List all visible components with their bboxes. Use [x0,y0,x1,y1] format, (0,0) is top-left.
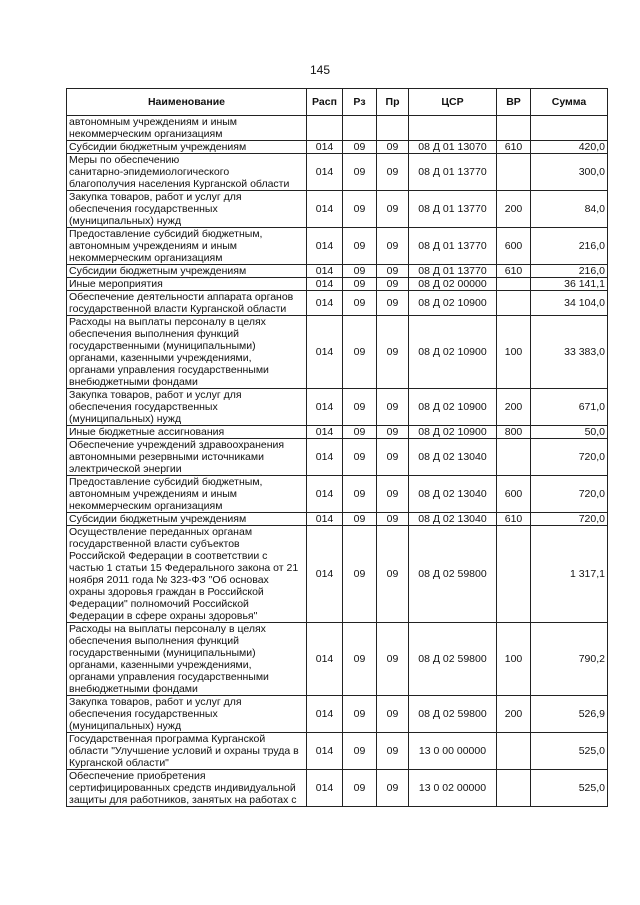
cell-name-line: внебюджетными фондами [69,683,198,695]
cell-name [67,278,307,291]
cell-sum: 36 141,1 [531,278,608,291]
cell-rz [343,116,377,141]
cell-vr: 200 [497,389,531,426]
cell-name-line: Иные бюджетные ассигнования [69,426,225,438]
cell-sum: 216,0 [531,265,608,278]
cell-csr: 08 Д 02 10900 [409,389,497,426]
cell-pr: 09 [377,291,409,316]
table-row [67,733,608,770]
cell-csr: 08 Д 02 10900 [409,291,497,316]
cell-name-line: защиты для работников, занятых на работах с [69,794,297,806]
table-row [67,191,608,228]
cell-pr: 09 [377,316,409,389]
column-header-pr: Пр [377,89,409,116]
cell-pr: 09 [377,141,409,154]
cell-rasp: 014 [307,476,343,513]
cell-csr [409,116,497,141]
table-row [67,278,608,291]
cell-csr: 08 Д 02 10900 [409,316,497,389]
cell-vr [497,770,531,807]
cell-name-line: органами управления государственными [69,364,269,376]
cell-rz: 09 [343,191,377,228]
cell-pr: 09 [377,476,409,513]
cell-name-line: Федерации" полномочий Российской [69,598,249,610]
cell-name [67,476,307,513]
cell-csr: 08 Д 01 13770 [409,228,497,265]
cell-name [67,141,307,154]
cell-name [67,526,307,623]
cell-vr: 100 [497,316,531,389]
cell-vr: 610 [497,513,531,526]
cell-name-line: Государственная программа Курганской [69,733,266,745]
cell-sum: 790,2 [531,623,608,696]
cell-csr: 08 Д 02 00000 [409,278,497,291]
cell-name-line: сертифицированных средств индивидуальной [69,782,296,794]
column-header-sum: Сумма [531,89,608,116]
table-row [67,141,608,154]
cell-sum: 84,0 [531,191,608,228]
cell-name-line: Субсидии бюджетным учреждениям [69,513,247,525]
cell-sum: 720,0 [531,439,608,476]
cell-rasp: 014 [307,526,343,623]
cell-csr: 08 Д 01 13770 [409,191,497,228]
cell-name-line: некоммерческим организациям [69,252,223,264]
cell-name-line: частью 1 статьи 15 Федерального закона от 21 [69,562,299,574]
cell-name [67,265,307,278]
table-row [67,476,608,513]
cell-sum [531,116,608,141]
table-row [67,228,608,265]
cell-name [67,426,307,439]
cell-pr: 09 [377,696,409,733]
cell-csr: 08 Д 02 59800 [409,526,497,623]
cell-sum: 526,9 [531,696,608,733]
cell-name-line: государственной власти Курганской области [69,303,287,315]
cell-name [67,291,307,316]
cell-name-line: органами, казенными учреждениями, [69,352,252,364]
cell-rz: 09 [343,770,377,807]
cell-name-line: благополучия населения Курганской области [69,178,290,190]
cell-pr: 09 [377,278,409,291]
cell-rz: 09 [343,426,377,439]
cell-rz: 09 [343,696,377,733]
cell-pr [377,116,409,141]
cell-pr: 09 [377,733,409,770]
cell-csr: 08 Д 02 59800 [409,696,497,733]
cell-name-line: некоммерческим организациям [69,128,223,140]
cell-name-line: (муниципальных) нужд [69,413,182,425]
cell-rasp: 014 [307,265,343,278]
table-row [67,426,608,439]
cell-name [67,696,307,733]
cell-name-line: Закупка товаров, работ и услуг для [69,191,242,203]
table-row [67,389,608,426]
cell-rz: 09 [343,623,377,696]
cell-name-line: Российской Федерации в соответствии с [69,550,268,562]
cell-name-line: Закупка товаров, работ и услуг для [69,389,242,401]
cell-name-line: Закупка товаров, работ и услуг для [69,696,242,708]
page-number: 145 [309,63,331,77]
cell-csr: 08 Д 01 13770 [409,265,497,278]
cell-name [67,316,307,389]
cell-pr: 09 [377,513,409,526]
cell-pr: 09 [377,191,409,228]
cell-name-line: автономным учреждениям и иным [69,488,238,500]
cell-sum: 300,0 [531,154,608,191]
table-row [67,696,608,733]
cell-name-line: Расходы на выплаты персоналу в целях [69,623,266,635]
cell-vr: 100 [497,623,531,696]
cell-rasp: 014 [307,733,343,770]
cell-name-line: Субсидии бюджетным учреждениям [69,141,247,153]
cell-name-line: обеспечения государственных [69,708,218,720]
cell-pr: 09 [377,770,409,807]
cell-vr: 200 [497,696,531,733]
cell-name [67,389,307,426]
cell-rz: 09 [343,228,377,265]
cell-vr: 600 [497,476,531,513]
cell-name-line: государственными (муниципальными) [69,340,256,352]
cell-vr [497,278,531,291]
cell-name-line: государственными (муниципальными) [69,647,256,659]
cell-name-line: органами управления государственными [69,671,269,683]
cell-vr: 610 [497,141,531,154]
cell-name [67,439,307,476]
column-header-name: Наименование [67,89,307,116]
cell-pr: 09 [377,439,409,476]
table-row [67,265,608,278]
cell-name-line: Обеспечение деятельности аппарата органов [69,291,294,303]
table-row [67,316,608,389]
cell-rasp: 014 [307,770,343,807]
cell-rasp: 014 [307,426,343,439]
cell-rz: 09 [343,316,377,389]
cell-name-line: охраны здоровья граждан в Российской [69,586,264,598]
cell-name [67,116,307,141]
cell-pr: 09 [377,265,409,278]
cell-vr: 200 [497,191,531,228]
budget-table [66,88,608,807]
cell-name-line: обеспечения государственных [69,401,218,413]
cell-rz: 09 [343,513,377,526]
cell-name-line: (муниципальных) нужд [69,720,182,732]
cell-rasp: 014 [307,278,343,291]
cell-rz: 09 [343,389,377,426]
cell-rz: 09 [343,278,377,291]
cell-csr: 08 Д 02 10900 [409,426,497,439]
cell-name-line: автономным учреждениям и иным [69,116,238,128]
table-header-row [67,89,608,116]
column-header-rasp: Расп [307,89,343,116]
cell-rz: 09 [343,154,377,191]
cell-rz: 09 [343,439,377,476]
cell-sum: 34 104,0 [531,291,608,316]
cell-vr [497,733,531,770]
cell-name-line: электрической энергии [69,463,182,475]
cell-csr: 08 Д 02 59800 [409,623,497,696]
cell-csr: 13 0 02 00000 [409,770,497,807]
cell-pr: 09 [377,526,409,623]
cell-rasp: 014 [307,513,343,526]
cell-name-line: (муниципальных) нужд [69,215,182,227]
cell-name-line: Меры по обеспечению [69,154,180,166]
cell-csr: 13 0 00 00000 [409,733,497,770]
cell-rasp: 014 [307,439,343,476]
cell-rz: 09 [343,733,377,770]
cell-rasp: 014 [307,389,343,426]
cell-rz: 09 [343,141,377,154]
cell-rasp: 014 [307,191,343,228]
cell-vr [497,526,531,623]
cell-name-line: обеспечения выполнения функций [69,635,239,647]
cell-sum: 525,0 [531,733,608,770]
cell-csr: 08 Д 02 13040 [409,513,497,526]
cell-name-line: обеспечения выполнения функций [69,328,239,340]
cell-name [67,513,307,526]
cell-rasp [307,116,343,141]
cell-pr: 09 [377,154,409,191]
table-row [67,154,608,191]
cell-name [67,770,307,807]
cell-name [67,154,307,191]
column-header-vr: ВР [497,89,531,116]
cell-csr: 08 Д 02 13040 [409,439,497,476]
cell-sum: 1 317,1 [531,526,608,623]
table-row [67,526,608,623]
cell-pr: 09 [377,623,409,696]
cell-name-line: автономными резервными источниками [69,451,264,463]
cell-rasp: 014 [307,696,343,733]
cell-name [67,228,307,265]
cell-name-line: Осуществление переданных органам [69,526,253,538]
cell-name-line: санитарно-эпидемиологического [69,166,230,178]
cell-name-line: Обеспечение учреждений здравоохранения [69,439,285,451]
cell-pr: 09 [377,426,409,439]
cell-name-line: ноября 2011 года № 323-ФЗ "Об основах [69,574,269,586]
cell-name-line: Обеспечение приобретения [69,770,206,782]
cell-sum: 33 383,0 [531,316,608,389]
table-row [67,623,608,696]
cell-rasp: 014 [307,316,343,389]
cell-name-line: автономным учреждениям и иным [69,240,238,252]
table-row [67,770,608,807]
cell-sum: 216,0 [531,228,608,265]
cell-rasp: 014 [307,623,343,696]
table-body [67,116,608,807]
cell-name-line: государственной власти субъектов [69,538,240,550]
cell-name-line: Субсидии бюджетным учреждениям [69,265,247,277]
cell-vr [497,291,531,316]
cell-csr: 08 Д 02 13040 [409,476,497,513]
cell-vr: 800 [497,426,531,439]
cell-rasp: 014 [307,228,343,265]
cell-sum: 720,0 [531,476,608,513]
table-row [67,116,608,141]
cell-name-line: Курганской области" [69,757,169,769]
cell-sum: 420,0 [531,141,608,154]
cell-rasp: 014 [307,154,343,191]
cell-name-line: некоммерческим организациям [69,500,223,512]
cell-rz: 09 [343,291,377,316]
cell-name-line: внебюджетными фондами [69,376,198,388]
cell-name-line: Федерации в сфере охраны здоровья" [69,610,258,622]
cell-pr: 09 [377,389,409,426]
table-row [67,291,608,316]
cell-rasp: 014 [307,141,343,154]
column-header-csr: ЦСР [409,89,497,116]
cell-csr: 08 Д 01 13770 [409,154,497,191]
cell-sum: 50,0 [531,426,608,439]
cell-name [67,191,307,228]
cell-name-line: органами, казенными учреждениями, [69,659,252,671]
cell-rasp: 014 [307,291,343,316]
cell-csr: 08 Д 01 13070 [409,141,497,154]
table-row [67,513,608,526]
cell-rz: 09 [343,476,377,513]
cell-sum: 525,0 [531,770,608,807]
cell-vr: 600 [497,228,531,265]
cell-name-line: обеспечения государственных [69,203,218,215]
cell-rz: 09 [343,526,377,623]
cell-name-line: Предоставление субсидий бюджетным, [69,228,263,240]
cell-pr: 09 [377,228,409,265]
cell-sum: 720,0 [531,513,608,526]
cell-vr [497,154,531,191]
column-header-rz: Рз [343,89,377,116]
table-row [67,439,608,476]
cell-vr [497,116,531,141]
cell-rz: 09 [343,265,377,278]
cell-name-line: Расходы на выплаты персоналу в целях [69,316,266,328]
cell-vr [497,439,531,476]
cell-name [67,623,307,696]
cell-vr: 610 [497,265,531,278]
cell-name-line: Предоставление субсидий бюджетным, [69,476,263,488]
cell-name [67,733,307,770]
cell-name-line: области "Улучшение условий и охраны труда в [69,745,299,757]
cell-sum: 671,0 [531,389,608,426]
cell-name-line: Иные мероприятия [69,278,163,290]
